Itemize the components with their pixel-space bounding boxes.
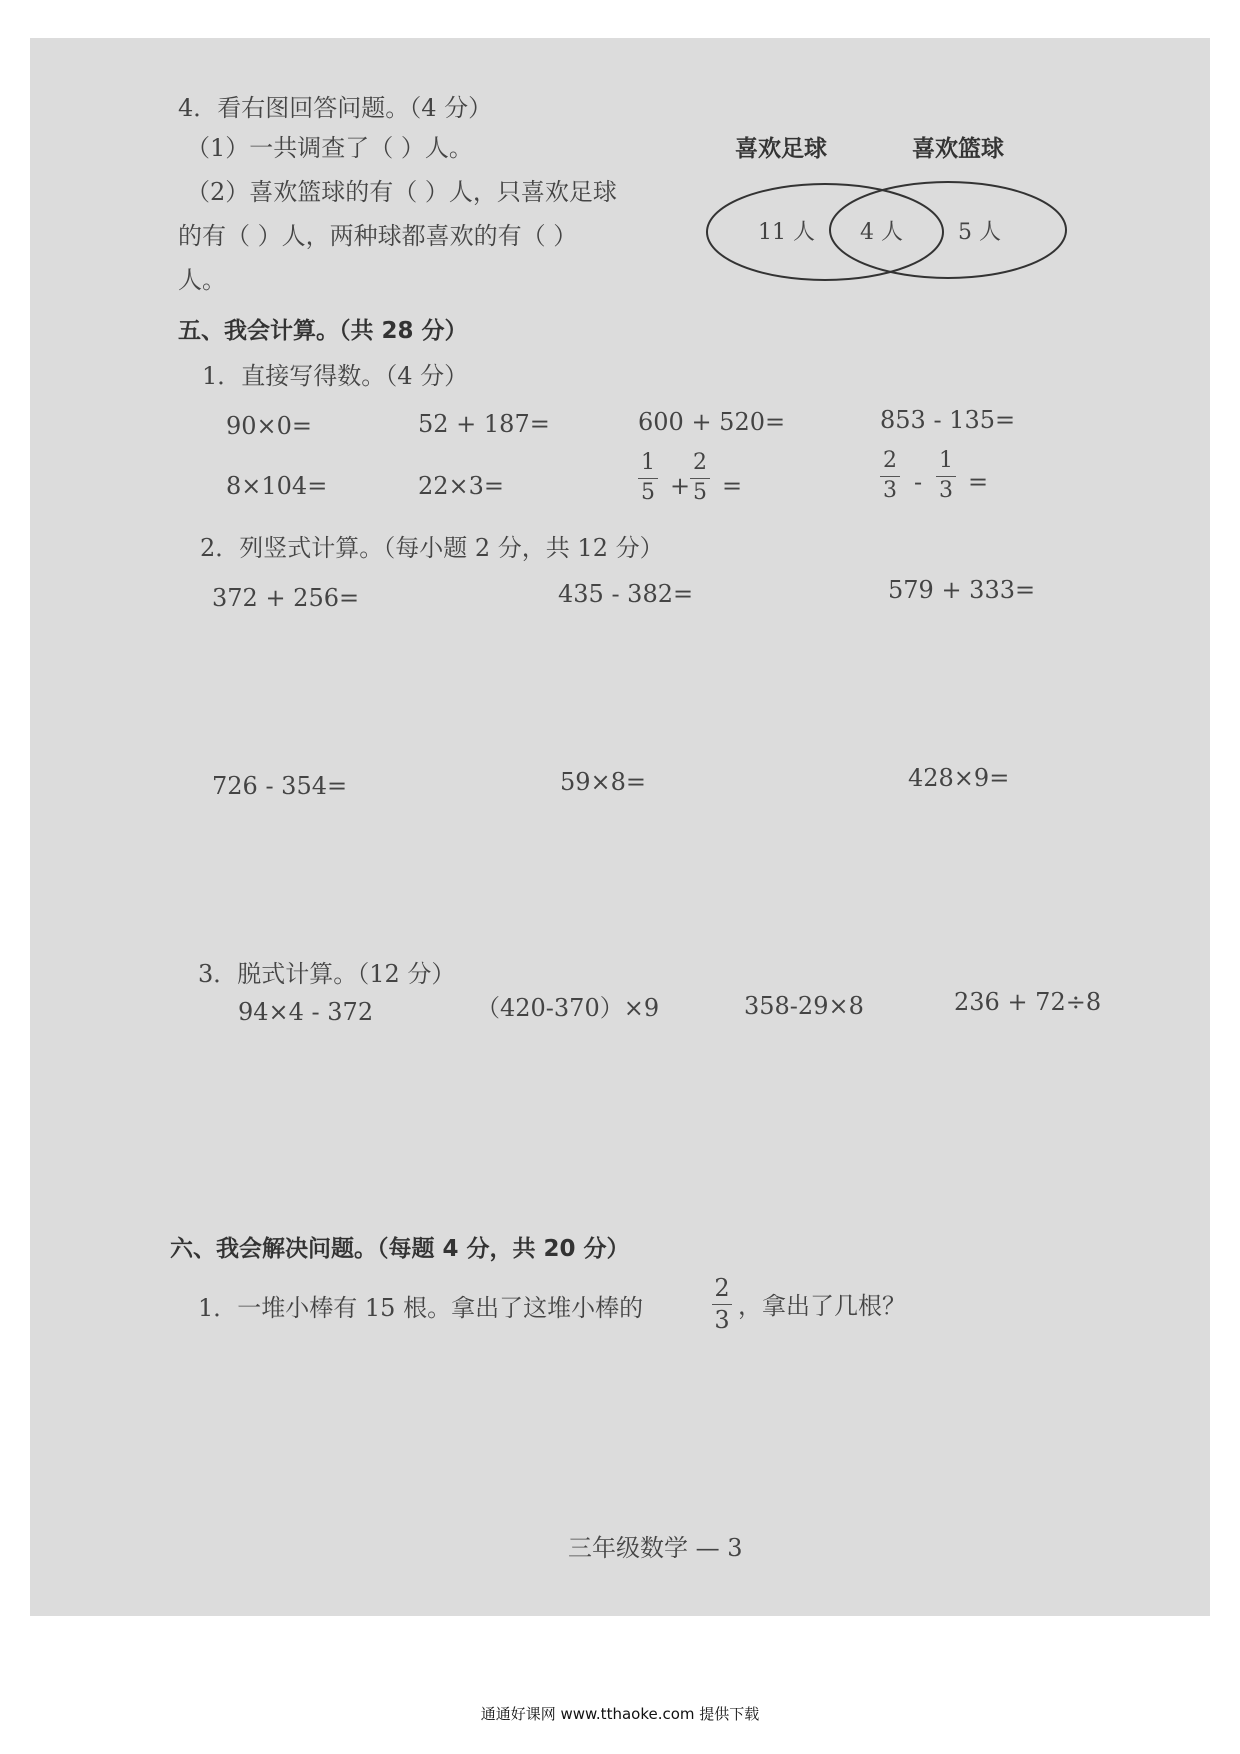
- step-calc-item: 358-29×8: [744, 992, 864, 1020]
- section5-title: 五、我会计算。（共 28 分）: [178, 318, 468, 344]
- direct-calc-item: 8×104=: [226, 472, 328, 500]
- fraction-one-third: [936, 450, 956, 502]
- fraction-numerator: 2: [693, 450, 707, 475]
- fraction-denominator: 3: [883, 478, 897, 503]
- direct-calc-item: 22×3=: [418, 472, 505, 500]
- direct-calc-item: 52 + 187=: [418, 410, 550, 438]
- s6-q1-text-before: 1．一堆小棒有 15 根。拿出了这堆小棒的: [198, 1294, 644, 1322]
- minus-operator: -: [914, 468, 923, 496]
- direct-calc-item: 90×0=: [226, 412, 313, 440]
- vertical-calc-item: 59×8=: [560, 768, 647, 796]
- fraction-denominator: 3: [939, 478, 953, 503]
- s6-q1-text-after: ，拿出了几根？: [738, 1292, 906, 1320]
- q4-sub2-line3: 人。: [178, 266, 226, 294]
- q4-sub1: （1）一共调查了（ ）人。: [186, 134, 473, 162]
- vertical-calc-item: 372 + 256=: [212, 584, 360, 612]
- step-calc-item: 236 + 72÷8: [954, 988, 1102, 1016]
- fraction-denominator: 3: [714, 1306, 730, 1334]
- s5-p3-title: 3．脱式计算。（12 分）: [198, 960, 456, 988]
- equals-sign: =: [722, 472, 743, 500]
- vertical-calc-item: 428×9=: [908, 764, 1010, 792]
- section6-title: 六、我会解决问题。（每题 4 分，共 20 分）: [170, 1236, 630, 1262]
- venn-label-football: 喜欢足球: [735, 136, 827, 162]
- direct-calc-item: 853 - 135=: [880, 406, 1016, 434]
- vertical-calc-item: 579 + 333=: [888, 576, 1036, 604]
- venn-football-only: 11 人: [758, 220, 815, 245]
- fraction-numerator: 2: [714, 1274, 730, 1302]
- s5-p1-title: 1．直接写得数。（4 分）: [202, 362, 469, 390]
- venn-both: 4 人: [860, 220, 903, 245]
- fraction-numerator: 1: [641, 450, 655, 475]
- fraction-denominator: 5: [641, 480, 655, 505]
- equals-sign: =: [968, 468, 989, 496]
- plus-operator: +: [670, 472, 691, 500]
- fraction-two-fifths: [690, 452, 710, 504]
- fraction-one-fifth: [638, 452, 658, 504]
- s5-p2-title: 2．列竖式计算。（每小题 2 分，共 12 分）: [200, 534, 664, 562]
- fraction-numerator: 2: [883, 448, 897, 473]
- vertical-calc-item: 435 - 382=: [558, 580, 694, 608]
- q4-sub2-line1: （2）喜欢篮球的有（ ）人，只喜欢足球: [186, 178, 617, 206]
- page-number: 三年级数学 — 3: [568, 1534, 743, 1562]
- fraction-numerator: 1: [939, 448, 953, 473]
- fraction-two-thirds-q1: [712, 1276, 732, 1332]
- venn-basketball-only: 5 人: [958, 220, 1001, 245]
- q4-sub2-line2: 的有（ ）人，两种球都喜欢的有（ ）: [178, 222, 578, 250]
- q4-title: 4．看右图回答问题。（4 分）: [178, 94, 493, 122]
- vertical-calc-item: 726 - 354=: [212, 772, 348, 800]
- venn-label-basketball: 喜欢篮球: [912, 136, 1004, 162]
- direct-calc-item: 600 + 520=: [638, 408, 786, 436]
- fraction-two-thirds: [880, 450, 900, 502]
- step-calc-item: （420-370）×9: [476, 994, 660, 1022]
- football-circle: [707, 184, 943, 280]
- download-footer: 通通好课网 www.tthaoke.com 提供下载: [480, 1705, 760, 1723]
- fraction-denominator: 5: [693, 480, 707, 505]
- step-calc-item: 94×4 - 372: [238, 998, 374, 1026]
